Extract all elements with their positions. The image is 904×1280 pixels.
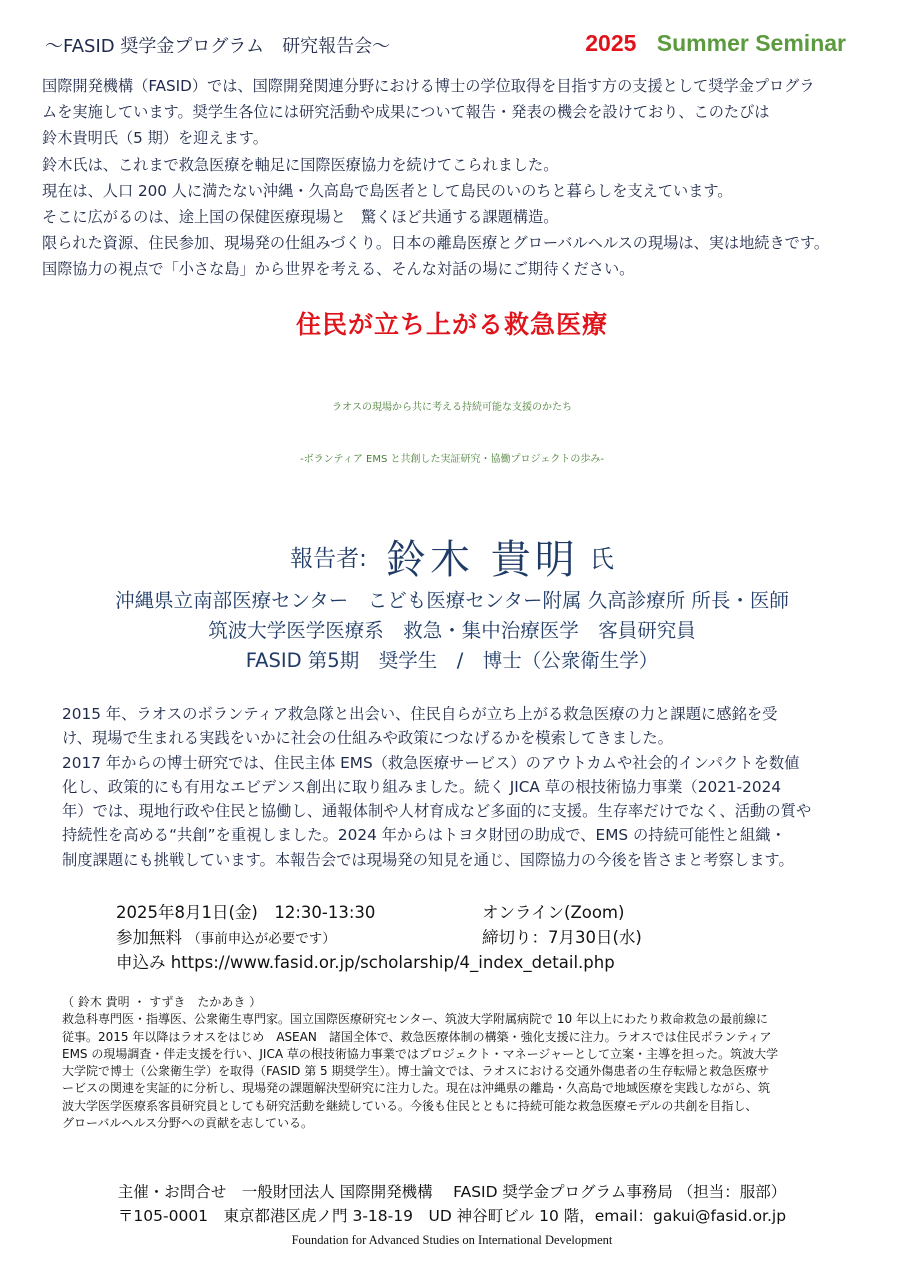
season-banner: [585, 30, 846, 57]
affiliation-line: 沖縄県立南部医療センター こども医療センター附属 久高診療所 所長・医師: [115, 589, 789, 612]
apply-label: 申込み: [116, 953, 166, 972]
speaker-heading: [0, 528, 904, 585]
intro-line: 鈴木氏は、これまで救急医療を軸足に国際医療協力を続けてこられました。: [42, 155, 559, 174]
summary-line: 化し、政策的にも有用なエビデンス創出に取り組みました。続く JICA 草の根技術協力事業（2021-2024: [62, 777, 782, 796]
address-email-line: 〒105-0001 東京都港区虎ノ門 3-18-19 UD 神谷町ビル 10 階，email：gakui@fasid.or.jp: [117, 1207, 787, 1225]
affiliation-line: 筑波大学医学医療系 救急・集中治療医学 客員研究員: [208, 619, 696, 642]
intro-line: 国際開発機構（FASID）では、国際開発関連分野における博士の学位取得を目指す方の支援として奨学金プログラ: [42, 77, 815, 95]
bio-line: （ 鈴木 貴明 ・ すずき たかあき ）: [62, 995, 262, 1009]
org-english-name: Foundation for Advanced Studies on International Development: [291, 1233, 613, 1247]
bio-line: EMS の現場調査・伴走支援を行い、JICA 草の根技術協力事業ではプロジェクト・マネージャーとして立案・主導を担った。筑波大学: [62, 1046, 779, 1061]
summary-line: 年）では、現地行政や住民と協働し、通報体制や人材育成など多面的に支援。生存率だけでなく、活動の質や: [62, 802, 812, 821]
seminar-year: 2025: [585, 30, 637, 56]
event-deadline: 締切り：7月30日(水): [482, 928, 642, 947]
subtitle: ラオスの現場から共に考える持続可能な支援のかたち: [332, 402, 572, 413]
flyer-header: [0, 30, 904, 60]
bio-line: ービスの関連を実証的に分析し、現場発の課題解決型研究に注力した。現在は沖縄県の離島・久高島で地域医療を実践しながら、筑: [62, 1081, 771, 1096]
bio-line: 波大学医学医療系客員研究員としても研究活動を継続している。今後も住民とともに持続可能な救急医療モデルの共創を目指し、: [62, 1098, 758, 1113]
talk-summary: [62, 702, 842, 872]
bio-line: グローバルヘルス分野への貢献を志している。: [62, 1116, 314, 1131]
event-details: [116, 900, 816, 975]
summary-line: 2015 年、ラオスのボランティア救急隊と出会い、住民自らが立ち上がる救急医療の力と課題に感銘を受: [62, 705, 778, 723]
event-line-apply: [116, 950, 816, 975]
intro-line: 国際協力の視点で「小さな島」から世界を考える、そんな対話の場にご期待ください。: [42, 260, 635, 279]
affiliation-line: FASID 第5期 奨学生 / 博士（公衆衛生学）: [245, 649, 659, 672]
speaker-affiliations: [0, 586, 904, 676]
bio-line: 従事。2015 年以降はラオスをはじめ ASEAN 諸国全体で、救急医療体制の構築・強化支援に注力。ラオスでは住民ボランティア: [62, 1029, 772, 1044]
organizer-line: 主催・お問合せ 一般財団法人 国際開発機構 FASID 奨学金プログラム事務局 （担当：服部）: [117, 1183, 787, 1201]
project-subtitle: -ボランティア EMS と共創した実証研究・協働プロジェクトの歩み-: [300, 454, 604, 465]
event-line-fee: [116, 925, 816, 950]
intro-line: 鈴木貴明氏（5 期）を迎えます。: [42, 129, 268, 148]
speaker-bio: [62, 994, 852, 1132]
bio-line: 救急科専門医・指導医、公衆衛生専門家。国立国際医療研究センター、筑波大学附属病院で 10 年以上にわたり救命救急の最前線に: [62, 1012, 768, 1027]
bio-line: 大学院で博士（公衆衛生学）を取得（FASID 第 5 期奨学生）。博士論文では、ラオスにおける交通外傷患者の生存転帰と救急医療サ: [62, 1064, 770, 1079]
event-format: オンライン(Zoom): [482, 903, 625, 922]
season-label: Summer Seminar: [656, 30, 846, 56]
intro-line: そこに広がるのは、途上国の保健医療現場と 驚くほど共通する課題構造。: [42, 208, 559, 227]
summary-line: け、現場で生まれる実践をいかに社会の仕組みや政策につなげるかを模索してきました。: [62, 729, 673, 748]
intro-line: ムを実施しています。奨学生各位には研究活動や成果について報告・発表の機会を設けており、このたびは: [42, 103, 770, 122]
series-title: ～FASID 奨学金プログラム 研究報告会～: [45, 36, 391, 57]
intro-line: 限られた資源、住民参加、現場発の仕組みづくり。日本の離島医療とグローバルヘルスの現場は、実は地続きです。: [42, 234, 830, 253]
speaker-name: 鈴木 貴明: [386, 537, 579, 583]
speaker-label: 報告者:: [290, 546, 367, 572]
apply-url-link[interactable]: https://www.fasid.or.jp/scholarship/4_index_detail.php: [170, 953, 615, 972]
intro-paragraph: [42, 73, 872, 283]
event-datetime: 2025年8月1日(金) 12:30-13:30: [116, 903, 376, 922]
contact-info: [0, 1180, 904, 1228]
speaker-honorific: 氏: [589, 545, 614, 573]
event-fee-note: （事前申込が必要です）: [187, 931, 336, 947]
event-line-datetime: [116, 900, 816, 925]
intro-line: 現在は、人口 200 人に満たない沖縄・久高島で島医者として島民のいのちと暮らしを支えています。: [42, 181, 733, 200]
summary-line: 2017 年からの博士研究では、住民主体 EMS（救急医療サービス）のアウトカムや社会的インパクトを数値: [62, 753, 800, 772]
main-title: 住民が立ち上がる救急医療: [295, 310, 608, 339]
summary-line: 制度課題にも挑戦しています。本報告会では現場発の知見を通じ、国際協力の今後を皆さまと考察します。: [62, 850, 794, 869]
summary-line: 持続性を高める“共創”を重視しました。2024 年からはトヨタ財団の助成で、EMS の持続可能性と組織・: [62, 826, 786, 845]
event-fee: 参加無料: [116, 928, 182, 947]
